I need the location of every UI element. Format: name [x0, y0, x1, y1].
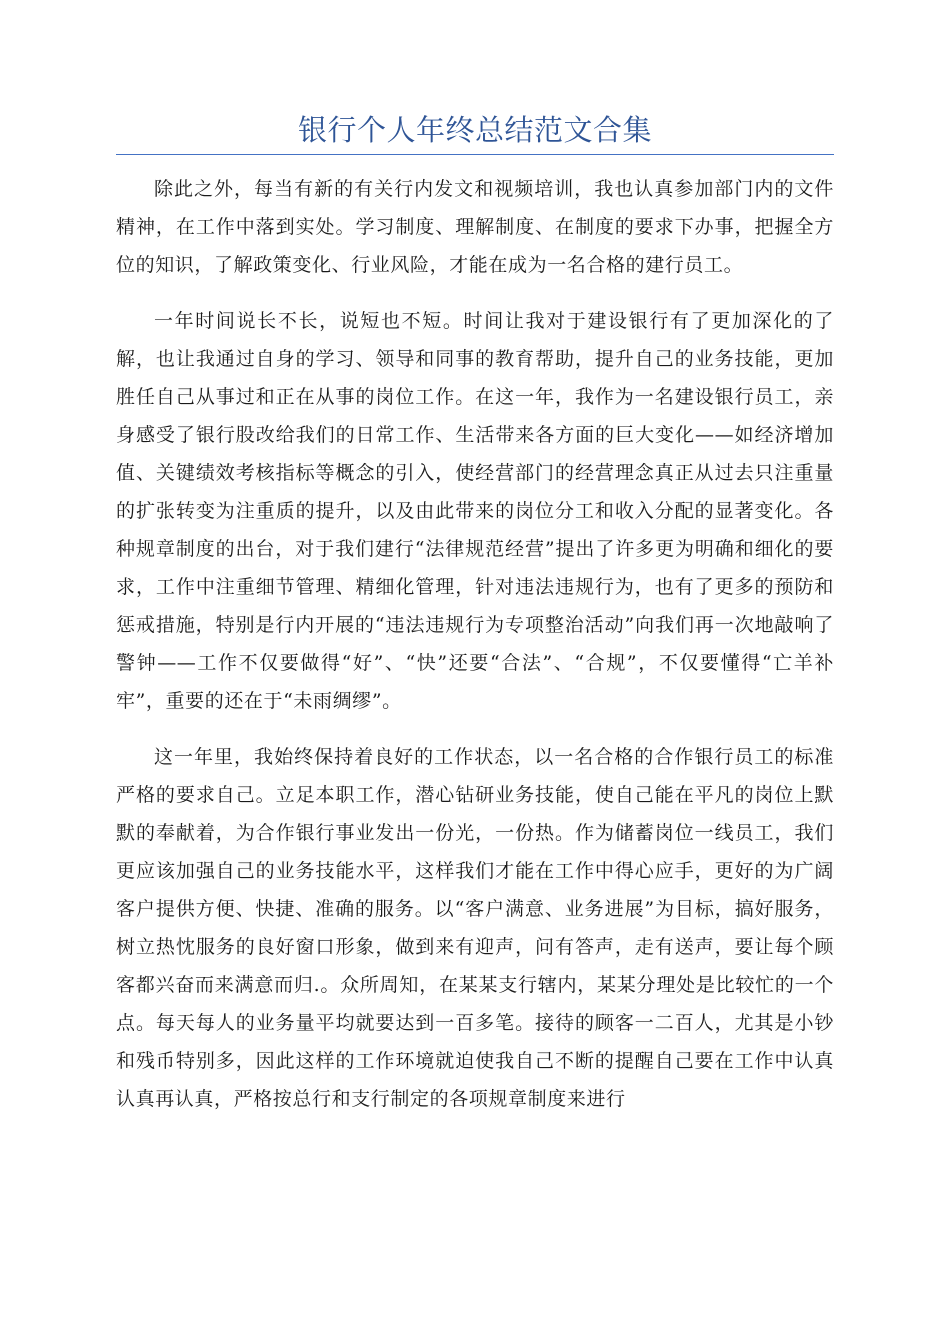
document-body — [116, 170, 834, 1136]
document-title: 银行个人年终总结范文合集 — [297, 113, 652, 147]
paragraph: 这一年里，我始终保持着良好的工作状态，以一名合格的合作银行员工的标准严格的要求自己。立足本职工作，潜心钻研业务技能，使自己能在平凡的岗位上默默的奉献着，为合作银行事业发出一份光，一份热。作为储蓄岗位一线员工，我们更应该加强自己的业务技能水平，这样我们才能在工作中得心应手，更好的为广阔客户提供方便、快捷、准确的服务。以“客户满意、业务进展”为目标，搞好服务，树立热忱服务的良好窗口形象，做到来有迎声，问有答声，走有送声，要让每个顾客都兴奋而来满意而归.。众所周知，在某某支行辖内，某某分理处是比较忙的一个点。每天每人的业务量平均就要达到一百多笔。接待的顾客一二百人，尤其是小钞和残币特别多，因此这样的工作环境就迫使我自己不断的提醒自己要在工作中认真认真再认真，严格按总行和支行制定的各项规章制度来进行 — [116, 746, 834, 1110]
paragraph: 一年时间说长不长，说短也不短。时间让我对于建设银行有了更加深化的了解，也让我通过自身的学习、领导和同事的教育帮助，提升自己的业务技能，更加胜任自己从事过和正在从事的岗位工作。在这一年，我作为一名建设银行员工，亲身感受了银行股改给我们的日常工作、生活带来各方面的巨大变化——如经济增加值、关键绩效考核指标等概念的引入，使经营部门的经营理念真正从过去只注重量的扩张转变为注重质的提升，以及由此带来的岗位分工和收入分配的显著变化。各种规章制度的出台，对于我们建行“法律规范经营”提出了许多更为明确和细化的要求，工作中注重细节管理、精细化管理，针对违法违规行为，也有了更多的预防和惩戒措施，特别是行内开展的“违法违规行为专项整治活动”向我们再一次地敲响了警钟——工作不仅要做得“好”、“快”还要“合法”、“合规”，不仅要懂得“亡羊补牢”，重要的还在于“未雨绸缪”。 — [116, 310, 834, 712]
paragraph: 除此之外，每当有新的有关行内发文和视频培训，我也认真参加部门内的文件精神，在工作中落到实处。学习制度、理解制度、在制度的要求下办事，把握全方位的知识，了解政策变化、行业风险，才能在成为一名合格的建行员工。 — [116, 178, 834, 276]
title-underline — [116, 154, 834, 155]
